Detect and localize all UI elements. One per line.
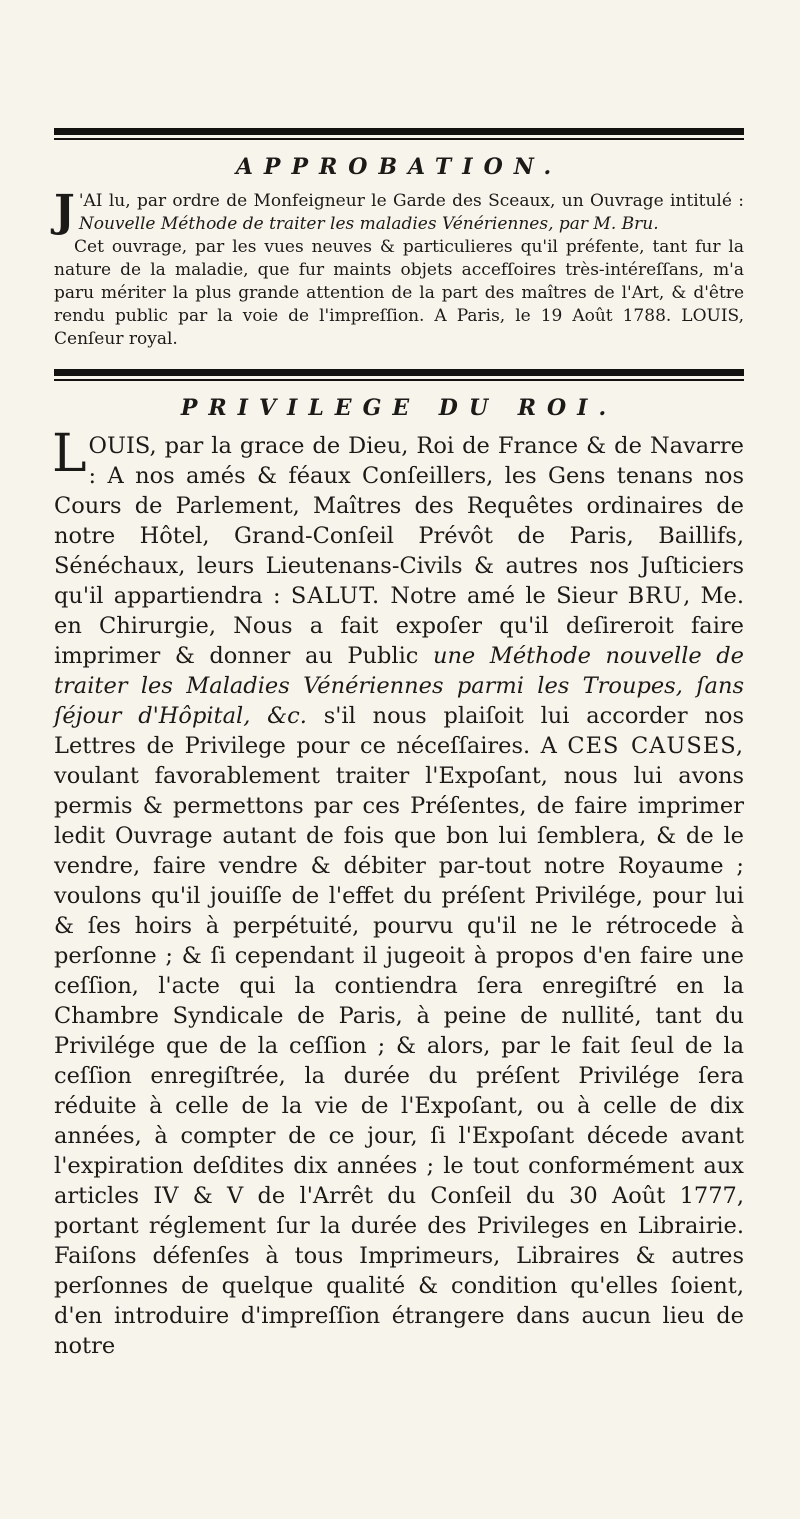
privilege-book-title: une Méthode nouvelle de traiter les Maladies Vénériennes parmi les Troupes, ſans ſéjour d'Hôpital, &c. bbox=[54, 643, 744, 729]
privilege-heading: PRIVILEGE DU ROI. bbox=[180, 395, 618, 421]
approbation-book-title: Nouvelle Méthode de traiter les maladies Vénériennes, par M. Bru. bbox=[78, 214, 659, 234]
privilege-text-1: OUIS, par la grace de Dieu, Roi de France & de Navarre : A nos amés & féaux Conſeillers, les Gens tenans nos Cours de Parlement, Maîtres des Requêtes ordinaires de notre Hôtel, Grand-Conſeil Prévôt de Paris, Baillifs, Sénéchaux, leurs Lieutenans-Civils & autres nos Juſticiers qu'il appartiendra : bbox=[54, 433, 744, 609]
privilege-author-name: BRU bbox=[627, 583, 684, 609]
approbation-line1: 'AI lu, par ordre de Monfeigneur le Garde des Sceaux, un Ouvrage intitulé : bbox=[78, 191, 744, 211]
privilege-dropcap: L bbox=[52, 424, 87, 484]
top-rule bbox=[54, 128, 744, 140]
middle-rule bbox=[54, 369, 744, 381]
approbation-section bbox=[54, 186, 744, 351]
page bbox=[54, 128, 744, 1361]
privilege-paragraph bbox=[52, 424, 744, 1361]
privilege-salut: SALUT. bbox=[290, 583, 381, 609]
approbation-paragraph-2: Cet ouvrage, par les vues neuves & particulieres qu'il préfente, tant fur la nature de la maladie, que fur maints objets accefſoires très-intéreſſans, m'a paru mériter la plus grande attention de la part des maîtres de l'Art, & d'être rendu public par la voie de l'impreſſion. A Paris, le 19 Août 1788. LOUIS, Cenſeur royal. bbox=[54, 237, 744, 349]
privilege-text-5: voulant favorablement traiter l'Expoſant, nous lui avons permis & permettons par ces Préſentes, de faire imprimer ledit Ouvrage autant de fois que bon lui ſemblera, & de le vendre, faire vendre & débiter par-tout notre Royaume ; voulons qu'il jouiſſe de l'effet du préſent Privilége, pour lui & ſes hoirs à perpétuité, pourvu qu'il ne le rétrocede à perſonne ; & ſi cependant il jugeoit à propos d'en faire une ceſſion, l'acte qui la contiendra ſera enregiſtré en la Chambre Syndicale de Paris, à peine de nullité, tant du Privilége que de la ceſſion ; & alors, par le fait ſeul de la ceſſion enregiſtrée, la durée du préſent Privilége ſera réduite à celle de la vie de l'Expoſant, ou à celle de dix années, à compter de ce jour, ſi l'Expoſant décede avant l'expiration deſdites dix années ; le tout conformément aux articles IV & V de l'Arrêt du Conſeil du 30 Août 1777, portant réglement ſur la durée des Privileges en Librairie. Faiſons défenſes à tous Imprimeurs, Libraires & autres perſonnes de quelque qualité & condition qu'elles ſoient, d'en introduire d'impreſſion étrangere dans aucun lieu de notre bbox=[54, 763, 744, 1359]
privilege-text-4: s'il nous plaiſoit lui accorder nos Lettres de Privilege pour ce néceſſaires. A bbox=[54, 703, 744, 759]
privilege-section bbox=[52, 424, 744, 1361]
approbation-dropcap: J bbox=[54, 186, 75, 237]
privilege-text-3: , Me. en Chirurgie, Nous a fait expoſer qu'il deſireroit faire imprimer & donner au Public bbox=[54, 583, 744, 669]
privilege-text-2: Notre amé le Sieur bbox=[380, 583, 628, 609]
approbation-heading: APPROBATION. bbox=[235, 154, 563, 180]
privilege-ces-causes: CES CAUSES, bbox=[567, 733, 744, 759]
approbation-paragraph-1 bbox=[54, 186, 744, 237]
